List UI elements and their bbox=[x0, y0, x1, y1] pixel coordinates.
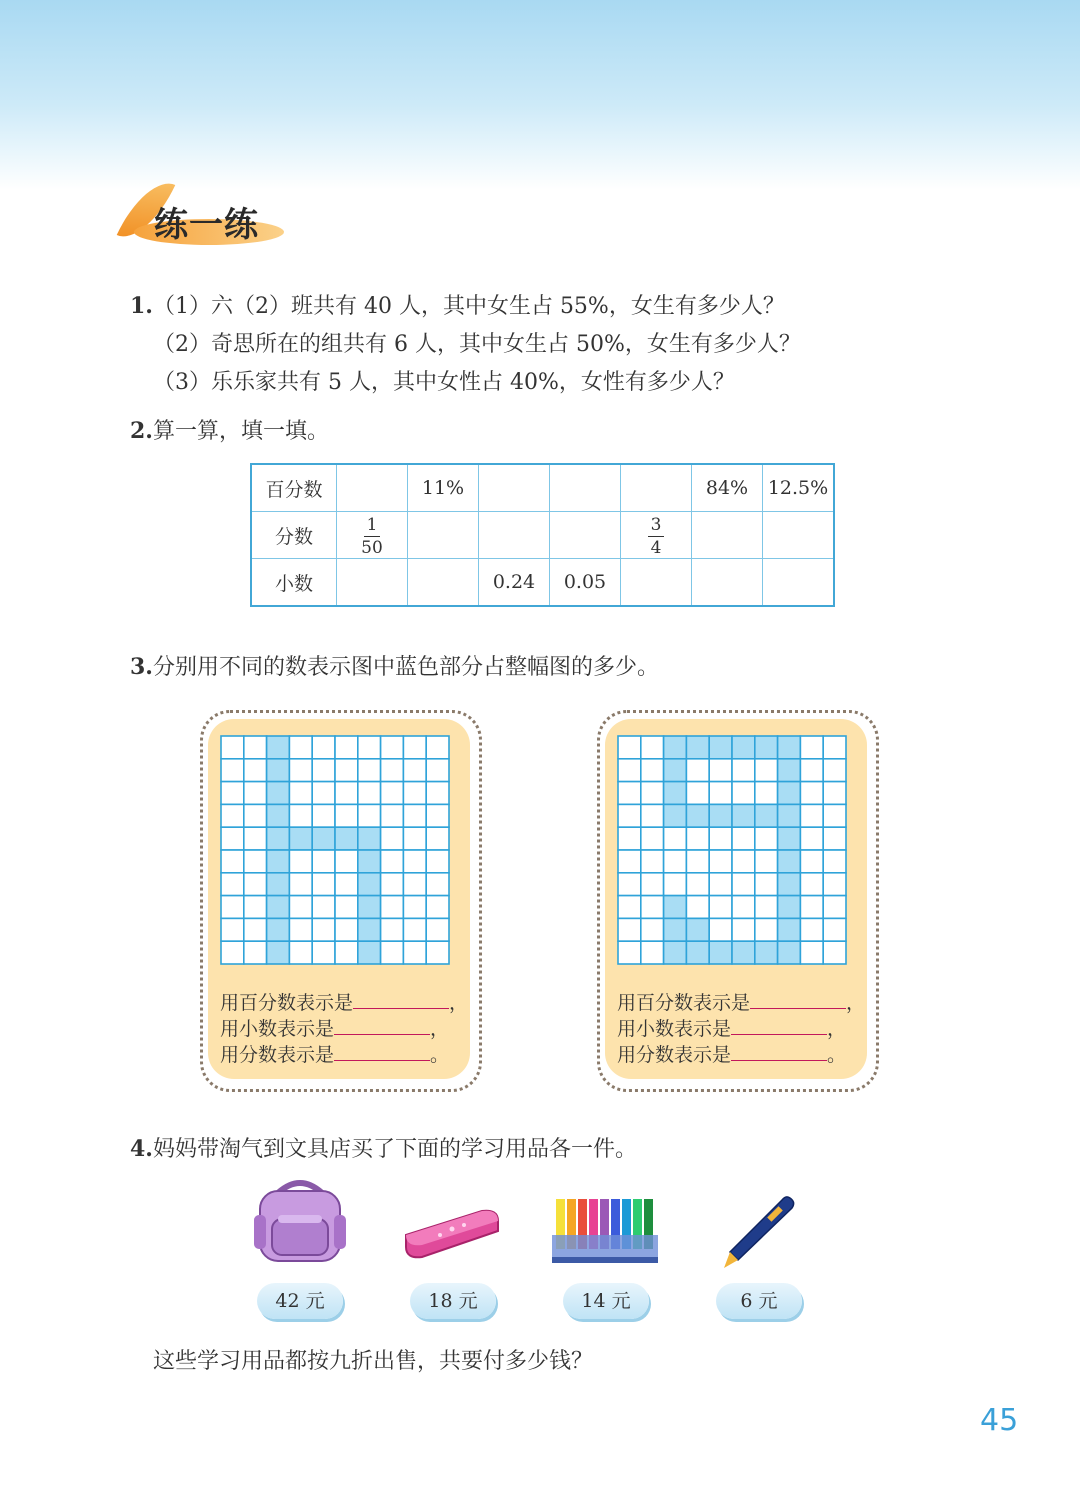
grid-cell bbox=[800, 782, 823, 805]
answer-line-percent: 用百分数表示是 ， bbox=[617, 992, 866, 1014]
grid-cell-shaded bbox=[312, 827, 335, 850]
grid-cell bbox=[755, 850, 778, 873]
grid-cell bbox=[755, 918, 778, 941]
grid-cell-shaded bbox=[664, 941, 687, 964]
grid-cell bbox=[244, 941, 267, 964]
grid-cell bbox=[403, 759, 426, 782]
grid-cell bbox=[289, 736, 312, 759]
grid-cell bbox=[335, 759, 358, 782]
grid-cell bbox=[403, 873, 426, 896]
grid-cell bbox=[618, 782, 641, 805]
question-4 bbox=[130, 1132, 637, 1163]
grid-cell bbox=[221, 736, 244, 759]
grid-cell bbox=[358, 736, 381, 759]
grid-cell-shaded bbox=[778, 804, 801, 827]
grid-cell bbox=[335, 918, 358, 941]
grid-cell-shaded bbox=[709, 804, 732, 827]
grid-cell bbox=[312, 782, 335, 805]
grid-cell bbox=[641, 918, 664, 941]
grid-cell bbox=[800, 827, 823, 850]
grid-cell bbox=[426, 941, 449, 964]
table-cell bbox=[763, 512, 835, 559]
grid-cell bbox=[618, 918, 641, 941]
grid-cell bbox=[732, 782, 755, 805]
grid-cell bbox=[732, 827, 755, 850]
table-cell: 0.05 bbox=[550, 559, 621, 607]
fraction-denominator: 4 bbox=[650, 538, 662, 558]
answer-line-percent: 用百分数表示是 ， bbox=[220, 992, 469, 1014]
grid-cell bbox=[381, 941, 404, 964]
grid-cell-shaded bbox=[686, 941, 709, 964]
grid-cell bbox=[381, 873, 404, 896]
grid-cell bbox=[618, 804, 641, 827]
grid-cell bbox=[641, 896, 664, 919]
table-row bbox=[251, 512, 834, 559]
answer-line-decimal: 用小数表示是 ， bbox=[617, 1018, 847, 1040]
grid-cell bbox=[221, 782, 244, 805]
answer-line-fraction: 用分数表示是 。 bbox=[220, 1044, 450, 1066]
row-header: 分数 bbox=[251, 512, 337, 559]
page-number: 45 bbox=[980, 1403, 1019, 1438]
markers-icon bbox=[550, 1195, 662, 1267]
grid-cell bbox=[289, 782, 312, 805]
grid-cell-shaded bbox=[686, 918, 709, 941]
grid-cell bbox=[426, 827, 449, 850]
grid-cell bbox=[426, 736, 449, 759]
grid-cell-shaded bbox=[709, 736, 732, 759]
grid-cell-shaded bbox=[778, 873, 801, 896]
grid-cell-shaded bbox=[778, 850, 801, 873]
grid-cell bbox=[381, 736, 404, 759]
grid-cell bbox=[426, 918, 449, 941]
grid-cell bbox=[641, 736, 664, 759]
price-tag: 42 元 bbox=[257, 1283, 343, 1319]
grid-cell bbox=[755, 782, 778, 805]
grid-cell-shaded bbox=[732, 804, 755, 827]
grid-cell bbox=[823, 873, 846, 896]
grid-cell-shaded bbox=[778, 827, 801, 850]
grid-cell bbox=[823, 896, 846, 919]
grid-cell bbox=[221, 850, 244, 873]
grid-cell bbox=[312, 736, 335, 759]
grid-cell bbox=[403, 736, 426, 759]
grid-cell bbox=[221, 804, 244, 827]
question-3-text: 分别用不同的数表示图中蓝色部分占整幅图的多少。 bbox=[152, 655, 659, 680]
question-1-item-1: （1）六（2）班共有 40 人，其中女生占 55%，女生有多少人？ bbox=[152, 294, 785, 319]
grid-cell bbox=[709, 827, 732, 850]
table-cell bbox=[337, 512, 408, 559]
question-1-item-3: （3）乐乐家共有 5 人，其中女性占 40%，女性有多少人？ bbox=[153, 370, 735, 395]
grid-cell bbox=[289, 896, 312, 919]
grid-cell bbox=[755, 759, 778, 782]
grid-cell-shaded bbox=[709, 941, 732, 964]
question-number: 3. bbox=[130, 654, 153, 680]
grid-cell bbox=[221, 827, 244, 850]
grid-cell bbox=[244, 850, 267, 873]
grid-cell bbox=[709, 850, 732, 873]
grid-cell-shaded bbox=[267, 736, 290, 759]
grid-cell bbox=[732, 873, 755, 896]
grid-cell bbox=[618, 873, 641, 896]
grid-cell-shaded bbox=[732, 941, 755, 964]
answer-blank[interactable] bbox=[334, 1018, 430, 1035]
grid-cell bbox=[244, 873, 267, 896]
grid-cell bbox=[686, 782, 709, 805]
grid-cell bbox=[823, 759, 846, 782]
grid-cell-shaded bbox=[267, 850, 290, 873]
grid-cell bbox=[403, 941, 426, 964]
grid-cell bbox=[312, 759, 335, 782]
grid-cell bbox=[426, 896, 449, 919]
grid-cell bbox=[823, 804, 846, 827]
table-cell bbox=[337, 464, 408, 512]
grid-cell bbox=[618, 827, 641, 850]
grid-cell bbox=[641, 873, 664, 896]
fraction-denominator: 50 bbox=[361, 538, 383, 558]
grid-cell bbox=[686, 873, 709, 896]
table-cell bbox=[479, 512, 550, 559]
grid-cell bbox=[403, 850, 426, 873]
grid-cell bbox=[289, 850, 312, 873]
grid-cell-shaded bbox=[358, 873, 381, 896]
grid-cell bbox=[244, 759, 267, 782]
grid-cell bbox=[618, 896, 641, 919]
grid-cell bbox=[800, 850, 823, 873]
table-row bbox=[251, 559, 834, 607]
grid-cell bbox=[221, 896, 244, 919]
grid-cell bbox=[709, 759, 732, 782]
grid-cell bbox=[823, 736, 846, 759]
table-cell: 12.5% bbox=[763, 464, 835, 512]
grid-cell bbox=[381, 918, 404, 941]
grid-cell bbox=[800, 736, 823, 759]
fraction-numerator: 1 bbox=[364, 517, 381, 537]
table-cell bbox=[692, 512, 763, 559]
grid-cell bbox=[426, 804, 449, 827]
table-cell: 11% bbox=[408, 464, 479, 512]
table-cell: 84% bbox=[692, 464, 763, 512]
answer-blank[interactable] bbox=[353, 992, 449, 1009]
grid-cell-shaded bbox=[358, 850, 381, 873]
question-3 bbox=[130, 650, 659, 681]
grid-cell bbox=[358, 759, 381, 782]
grid-cell-shaded bbox=[267, 918, 290, 941]
grid-cell bbox=[755, 896, 778, 919]
question-2-text: 算一算，填一填。 bbox=[152, 419, 329, 444]
grid-cell bbox=[312, 804, 335, 827]
table-cell bbox=[408, 559, 479, 607]
question-number: 2. bbox=[130, 418, 153, 444]
grid-cell bbox=[244, 782, 267, 805]
question-4-followup: 这些学习用品都按九折出售，共要付多少钱？ bbox=[153, 1349, 594, 1374]
price-tag: 6 元 bbox=[716, 1283, 802, 1319]
row-header: 百分数 bbox=[251, 464, 337, 512]
answer-blank[interactable] bbox=[750, 992, 846, 1009]
grid-cell bbox=[221, 759, 244, 782]
grid-cell bbox=[800, 918, 823, 941]
grid-cell bbox=[335, 736, 358, 759]
table-cell bbox=[408, 512, 479, 559]
question-4-text: 妈妈带淘气到文具店买了下面的学习用品各一件。 bbox=[152, 1137, 637, 1162]
grid-cell-shaded bbox=[267, 759, 290, 782]
grid-cell-shaded bbox=[686, 736, 709, 759]
grid-cell bbox=[335, 873, 358, 896]
table-row bbox=[251, 464, 834, 512]
grid-cell bbox=[755, 873, 778, 896]
grid-cell bbox=[426, 782, 449, 805]
grid-cell bbox=[709, 918, 732, 941]
grid-cell bbox=[289, 918, 312, 941]
answer-line-decimal: 用小数表示是 ， bbox=[220, 1018, 450, 1040]
question-number: 4. bbox=[130, 1136, 153, 1162]
answer-line-fraction: 用分数表示是 。 bbox=[617, 1044, 847, 1066]
grid-cell bbox=[664, 873, 687, 896]
question-1-item-2: （2）奇思所在的组共有 6 人，其中女生占 50%，女生有多少人？ bbox=[153, 332, 801, 357]
grid-card-2 bbox=[597, 710, 879, 1092]
fraction-numerator: 3 bbox=[648, 517, 665, 537]
grid-cell-shaded bbox=[358, 918, 381, 941]
grid-cell-shaded bbox=[358, 941, 381, 964]
grid-cell bbox=[732, 759, 755, 782]
pen-icon bbox=[718, 1192, 798, 1272]
grid-cell bbox=[221, 918, 244, 941]
grid-cell bbox=[618, 759, 641, 782]
backpack-icon bbox=[248, 1175, 352, 1269]
pencil-case-icon bbox=[402, 1205, 502, 1265]
grid-cell bbox=[289, 941, 312, 964]
grid-cell bbox=[664, 827, 687, 850]
grid-cell bbox=[381, 804, 404, 827]
grid-cell bbox=[823, 918, 846, 941]
grid-cell bbox=[823, 941, 846, 964]
row-header: 小数 bbox=[251, 559, 337, 607]
hundred-grid-1 bbox=[220, 735, 450, 965]
fraction bbox=[648, 517, 665, 557]
grid-cell bbox=[686, 896, 709, 919]
grid-cell-shaded bbox=[778, 918, 801, 941]
grid-cell-shaded bbox=[358, 827, 381, 850]
grid-cell-shaded bbox=[267, 804, 290, 827]
grid-cell bbox=[755, 827, 778, 850]
grid-cell bbox=[800, 759, 823, 782]
grid-cell bbox=[244, 896, 267, 919]
grid-cell-shaded bbox=[267, 827, 290, 850]
grid-cell bbox=[381, 782, 404, 805]
grid-cell-shaded bbox=[732, 736, 755, 759]
question-1 bbox=[130, 289, 785, 320]
grid-cell-shaded bbox=[664, 736, 687, 759]
grid-cell bbox=[800, 804, 823, 827]
grid-cell-shaded bbox=[664, 896, 687, 919]
grid-cell-shaded bbox=[335, 827, 358, 850]
grid-cell bbox=[641, 804, 664, 827]
grid-cell bbox=[335, 941, 358, 964]
grid-cell bbox=[381, 827, 404, 850]
grid-cell-shaded bbox=[267, 873, 290, 896]
grid-cell bbox=[664, 850, 687, 873]
conversion-table bbox=[250, 463, 835, 607]
table-cell bbox=[550, 464, 621, 512]
grid-cell bbox=[709, 873, 732, 896]
grid-cell bbox=[358, 804, 381, 827]
grid-cell bbox=[244, 804, 267, 827]
section-header bbox=[126, 175, 296, 255]
grid-cell-shaded bbox=[778, 896, 801, 919]
grid-cell bbox=[641, 759, 664, 782]
grid-cell-shaded bbox=[778, 782, 801, 805]
grid-cell bbox=[618, 850, 641, 873]
grid-cell bbox=[312, 941, 335, 964]
answer-blank[interactable] bbox=[731, 1018, 827, 1035]
grid-cell bbox=[335, 782, 358, 805]
grid-cell-shaded bbox=[778, 941, 801, 964]
grid-cell-shaded bbox=[778, 759, 801, 782]
grid-cell-shaded bbox=[778, 736, 801, 759]
table-cell bbox=[621, 464, 692, 512]
table-cell bbox=[621, 512, 692, 559]
grid-cell bbox=[244, 736, 267, 759]
answer-blank[interactable] bbox=[731, 1044, 827, 1061]
grid-cell bbox=[800, 941, 823, 964]
table-cell bbox=[337, 559, 408, 607]
grid-cell bbox=[800, 896, 823, 919]
grid-cell bbox=[312, 850, 335, 873]
grid-cell-shaded bbox=[267, 782, 290, 805]
grid-cell-shaded bbox=[755, 736, 778, 759]
grid-cell bbox=[618, 736, 641, 759]
question-2 bbox=[130, 414, 329, 445]
grid-cell bbox=[312, 918, 335, 941]
grid-cell bbox=[335, 896, 358, 919]
grid-cell-shaded bbox=[664, 804, 687, 827]
price-tag: 18 元 bbox=[410, 1283, 496, 1319]
grid-cell bbox=[823, 782, 846, 805]
grid-cell bbox=[618, 941, 641, 964]
grid-cell bbox=[823, 827, 846, 850]
grid-cell bbox=[403, 804, 426, 827]
grid-cell bbox=[358, 782, 381, 805]
grid-cell bbox=[381, 896, 404, 919]
grid-cell-shaded bbox=[664, 782, 687, 805]
grid-cell-shaded bbox=[358, 896, 381, 919]
grid-cell bbox=[289, 759, 312, 782]
table-cell bbox=[550, 512, 621, 559]
grid-card-1 bbox=[200, 710, 482, 1092]
grid-cell bbox=[244, 918, 267, 941]
grid-cell-shaded bbox=[686, 804, 709, 827]
fraction bbox=[361, 517, 383, 557]
grid-cell bbox=[289, 804, 312, 827]
table-cell bbox=[621, 559, 692, 607]
grid-cell-shaded bbox=[664, 759, 687, 782]
grid-cell bbox=[641, 941, 664, 964]
grid-cell bbox=[221, 941, 244, 964]
grid-cell bbox=[641, 850, 664, 873]
table-cell bbox=[479, 464, 550, 512]
grid-cell bbox=[823, 850, 846, 873]
grid-cell-shaded bbox=[267, 896, 290, 919]
grid-cell bbox=[335, 804, 358, 827]
grid-cell bbox=[732, 850, 755, 873]
grid-cell bbox=[709, 782, 732, 805]
grid-cell bbox=[732, 918, 755, 941]
table-cell bbox=[692, 559, 763, 607]
header-band bbox=[0, 0, 1080, 190]
grid-cell bbox=[335, 850, 358, 873]
grid-cell bbox=[800, 873, 823, 896]
grid-cell bbox=[381, 850, 404, 873]
price-tag: 14 元 bbox=[563, 1283, 649, 1319]
grid-cell-shaded bbox=[755, 804, 778, 827]
grid-cell bbox=[732, 896, 755, 919]
grid-cell-shaded bbox=[664, 918, 687, 941]
grid-cell bbox=[403, 896, 426, 919]
grid-cell-shaded bbox=[755, 941, 778, 964]
grid-cell bbox=[381, 759, 404, 782]
grid-cell bbox=[426, 873, 449, 896]
question-number: 1. bbox=[130, 293, 153, 319]
grid-cell bbox=[426, 850, 449, 873]
grid-cell bbox=[403, 782, 426, 805]
grid-cell bbox=[403, 827, 426, 850]
grid-cell bbox=[289, 873, 312, 896]
grid-cell-shaded bbox=[289, 827, 312, 850]
table-cell: 0.24 bbox=[479, 559, 550, 607]
grid-cell bbox=[312, 873, 335, 896]
grid-cell bbox=[641, 827, 664, 850]
grid-cell bbox=[709, 896, 732, 919]
hundred-grid-2 bbox=[617, 735, 847, 965]
grid-cell bbox=[244, 827, 267, 850]
grid-cell-shaded bbox=[267, 941, 290, 964]
grid-cell bbox=[403, 918, 426, 941]
answer-blank[interactable] bbox=[334, 1044, 430, 1061]
grid-cell bbox=[686, 827, 709, 850]
grid-cell bbox=[686, 759, 709, 782]
table-cell bbox=[763, 559, 835, 607]
grid-cell bbox=[641, 782, 664, 805]
grid-cell bbox=[686, 850, 709, 873]
grid-cell bbox=[426, 759, 449, 782]
section-title: 练一练 bbox=[154, 205, 259, 245]
grid-cell bbox=[312, 896, 335, 919]
grid-cell bbox=[221, 873, 244, 896]
